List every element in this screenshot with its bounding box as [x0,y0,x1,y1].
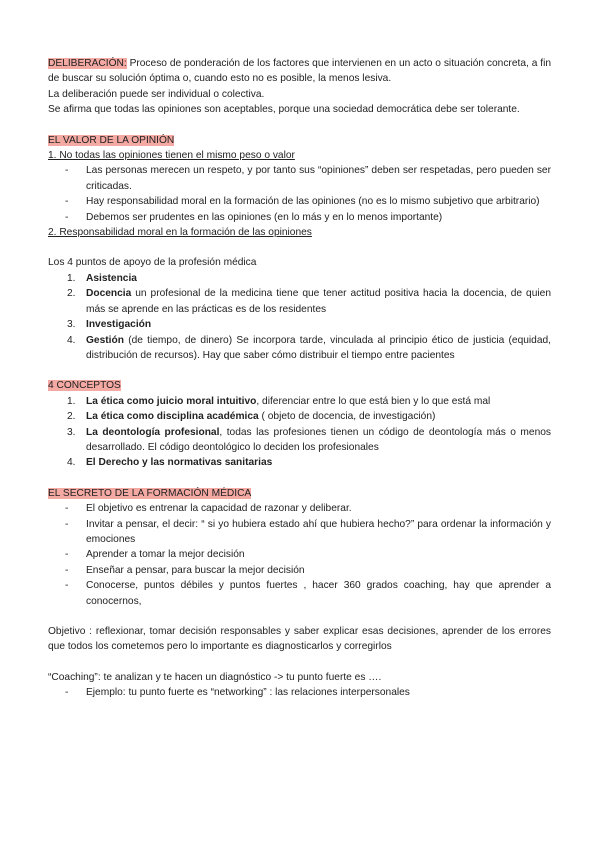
list-item: - Las personas merecen un respeto, y por tanto sus “opiniones” deben ser respetadas, pero pueden ser criticadas. [48,163,551,194]
document-body [48,56,551,701]
list-item: - Hay responsabilidad moral en la formación de las opiniones (no es lo mismo subjetivo que arbitrario) [48,194,551,209]
list-item: 1. Asistencia [67,272,137,284]
secreto-heading: EL SECRETO DE LA FORMACIÓN MÉDICA [48,487,252,499]
puntos-intro: Los 4 puntos de apoyo de la profesión médica [48,257,257,269]
list-item: 1. La ética como juicio moral intuitivo, diferenciar entre lo que está bien y lo que está mal [67,395,491,407]
list-item: - Enseñar a pensar, para buscar la mejor decisión [48,563,551,578]
list-item: - Conocerse, puntos débiles y puntos fuertes , hacer 360 grados coaching, hay que aprender a conocernos, [48,578,551,609]
list-item: - Invitar a pensar, el decir: “ si yo hubiera estado ahí que hubiera hecho?” para ordenar la información y emociones [48,517,551,548]
deliberacion-definition: Proceso de ponderación de los factores que intervienen en un acto o situación concreta, a fin de buscar su solución óptima o, cuando esto no es posible, la menos lesiva. [48,58,551,85]
deliberacion-line3: Se afirma que todas las opiniones son aceptables, porque una sociedad democrática debe ser tolerante. [48,104,520,116]
list-item: 2. La ética como disciplina académica ( objeto de docencia, de investigación) [67,411,436,423]
list-item: 3. Investigación [67,319,152,331]
conceptos-heading: 4 CONCEPTOS [48,380,121,392]
valor-bullets [48,163,551,225]
deliberacion-line2: La deliberación puede ser individual o colectiva. [48,88,265,100]
valor-point1: 1. No todas las opiniones tienen el mismo peso o valor [48,150,295,162]
puntos-list [48,271,551,363]
list-item: 4. El Derecho y las normativas sanitarias [67,457,273,469]
valor-heading: EL VALOR DE LA OPINIÓN [48,134,175,146]
conceptos-list [48,394,551,471]
list-item: - El objetivo es entrenar la capacidad de razonar y deliberar. [48,501,551,516]
deliberacion-paragraph [48,56,551,87]
list-item: - Debemos ser prudentes en las opiniones (en lo más y en lo menos importante) [48,210,551,225]
list-item: - Ejemplo: tu punto fuerte es “networking” : las relaciones interpersonales [48,685,551,700]
list-item: 2. Docencia un profesional de la medicina tiene que tener actitud positiva hacia la docencia, de quien más se aprende en las prácticas es de los residentes [67,288,551,315]
coaching-bullets [48,685,551,700]
secreto-bullets [48,501,551,609]
deliberacion-term: DELIBERACIÓN: [48,58,127,69]
list-item: - Aprender a tomar la mejor decisión [48,547,551,562]
list-item: 3. La deontología profesional, todas las profesiones tienen un código de deontología más o menos desarrollado. El código deontológico lo deciden los profesionales [67,426,551,453]
list-item: 4. Gestión (de tiempo, de dinero) Se incorpora tarde, vinculada al principio ético de justicia (equidad, distribución de recursos). Hay que saber cómo distribuir el tiempo entre pacientes [67,334,551,361]
objetivo-paragraph: Objetivo : reflexionar, tomar decisión responsables y saber explicar esas decisiones, aprender de los errores que todos los cometemos pero lo importante es diagnosticarlos y corregirlos [48,626,551,653]
valor-point2: 2. Responsabilidad moral en la formación de las opiniones [48,227,312,239]
coaching-line: “Coaching”: te analizan y te hacen un diagnóstico -> tu punto fuerte es …. [48,671,382,683]
